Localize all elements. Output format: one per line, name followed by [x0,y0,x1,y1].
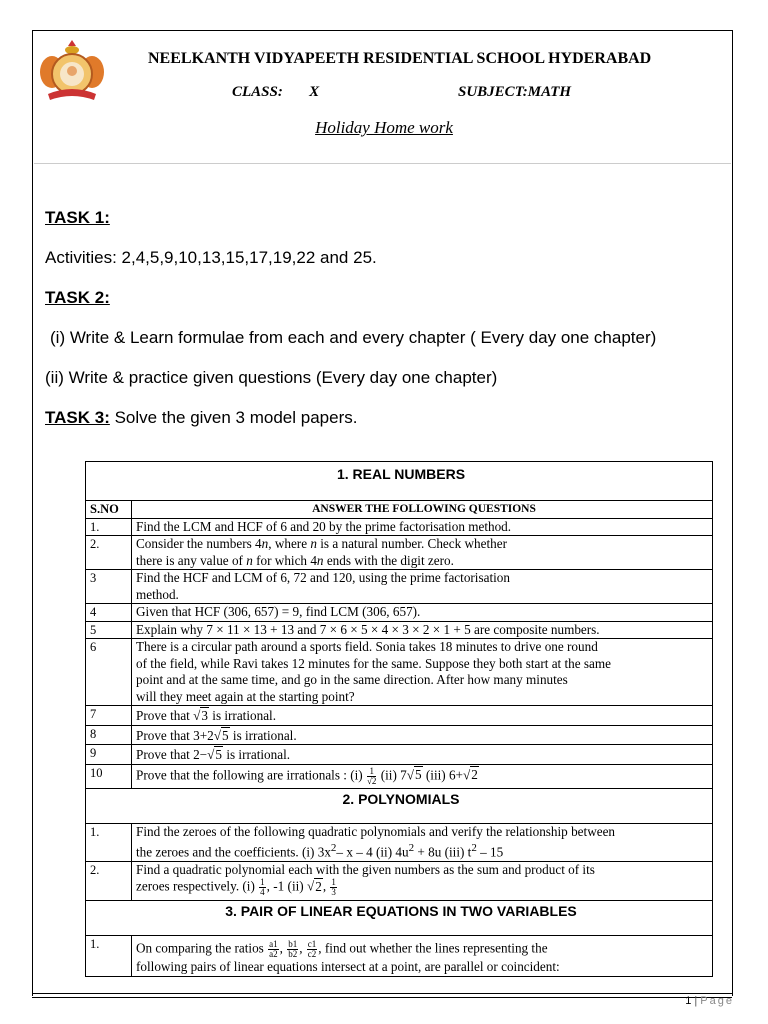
section-real-numbers-header: 1. REAL NUMBERS [86,462,713,501]
table-row: 7 Prove that √3 is irrational. [86,706,713,726]
subject-line: SUBJECT:MATH [458,84,572,100]
table-row: 3 Find the HCF and LCM of 6, 72 and 120, using the prime factorisation method. [86,570,713,604]
table-row: 2. Consider the numbers 4n, where n is a natural number. Check whether there is any value of n for which 4n ends with the digit zero. [86,536,713,570]
fraction: $\frac{1}{4}$ [260,877,265,898]
fraction: $\frac{b1}{b2}$ [288,939,298,960]
table-row: 4 Given that HCF (306, 657) = 9, find LCM (306, 657). [86,604,713,622]
questions-table [85,461,713,977]
section-polynomials-header: 2. POLYNOMIALS [86,788,713,823]
task2-item-i: (i) Write & Learn formulae from each and every chapter ( Every day one chapter) [50,328,657,347]
fraction: $\frac{c1}{c2}$ [307,939,317,960]
page-border-bottom [32,993,732,998]
table-column-headers [86,501,713,519]
class-label: CLASS: [232,84,283,100]
table-row: 1. On comparing the ratios $\frac{a1}{a2}$ , $\frac{b1}{b2}$ , $\frac{c1}{c2}$ , find out whether the lines representing the following pairs of linear equations intersect at a point, are parallel or coincident: [86,936,713,977]
table-row: 2. Find a quadratic polynomial each with the given numbers as the sum and product of its zeroes respectively. (i) $\frac{1}{4}$ , -1 (ii) √2, $\frac{1}{3}$ [86,861,713,901]
fraction: $\frac{1}{√2}$ [366,765,377,786]
task1-text: Activities: 2,4,5,9,10,13,15,17,19,22 and 25. [45,248,377,267]
page-title: Holiday Home work [315,118,453,137]
page-footer: 1 | Page [685,995,734,1007]
table-row: 9 Prove that 2−√5 is irrational. [86,745,713,765]
col-header-questions: ANSWER THE FOLLOWING QUESTIONS [132,501,713,519]
school-logo-icon [38,38,106,106]
table-row: 10 Prove that the following are irrationals : (i) $\frac{1}{√2}$ (ii) 7√5 (iii) 6+√2 [86,764,713,788]
col-header-sno: S.NO [86,501,132,519]
table-row: 5 Explain why 7 × 11 × 13 + 13 and 7 × 6 × 5 × 4 × 3 × 2 × 1 + 5 are composite numbers. [86,621,713,639]
task2-item-ii: (ii) Write & practice given questions (Every day one chapter) [45,368,498,387]
header-divider [34,163,731,164]
task3-line: TASK 3: Solve the given 3 model papers. [45,408,358,427]
task1-heading: TASK 1: [45,208,110,227]
class-value: X [309,84,320,100]
class-line [232,84,319,101]
fraction: $\frac{a1}{a2}$ [269,939,278,960]
page-border-right [732,30,733,996]
section-linear-equations-header: 3. PAIR OF LINEAR EQUATIONS IN TWO VARIABLES [86,901,713,936]
table-row: 6 There is a circular path around a sports field. Sonia takes 18 minutes to drive one round of the field, while Ravi takes 12 minutes for the same. Suppose they both start at the same point and at the same time, and go in the same direction. After how many minutes will they meet again at the starting point? [86,639,713,706]
table-row: 1. Find the LCM and HCF of 6 and 20 by the prime factorisation method. [86,518,713,536]
task2-heading: TASK 2: [45,288,110,307]
page-border-left [32,30,33,996]
table-row: 8 Prove that 3+2√5 is irrational. [86,725,713,745]
page-border-top [32,30,732,31]
table-row: 1. Find the zeroes of the following quadratic polynomials and verify the relationship between the zeroes and the coefficients. (i) $3x^2-$ x – 4 (ii) $4u^2 + 8u$ (iii) $t^2 - 15$ [86,823,713,861]
fraction: $\frac{1}{3}$ [331,877,336,898]
school-name: NEELKANTH VIDYAPEETH RESIDENTIAL SCHOOL HYDERABAD [148,50,652,67]
